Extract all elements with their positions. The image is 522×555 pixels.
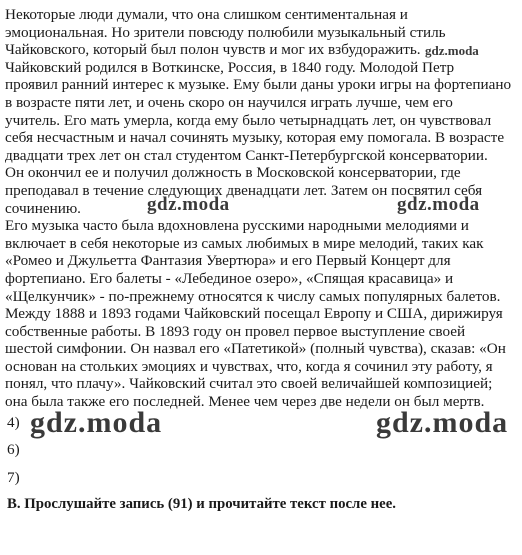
- text-line: Чайковский родился в Воткинске, Россия, в 1840 году. Молодой Петр: [5, 58, 455, 76]
- section-heading: В. Прослушайте запись (91) и прочитайте текст после нее.: [7, 496, 396, 512]
- text-line: основан на стольких эмоциях и чувствах, что, когда я сочинил эту работу, я: [5, 357, 493, 375]
- item-number: [7, 414, 20, 432]
- item-number: 7): [7, 469, 20, 486]
- text-line: собственные работы. В 1893 году он провел первое выступление своей: [5, 322, 466, 340]
- text-line: фортепиано. Его балеты - «Лебединое озеро», «Спящая красавица» и: [5, 269, 454, 287]
- text-line: Некоторые люди думали, что она слишком сентиментальная и: [5, 6, 408, 23]
- text-line: в возрасте пяти лет, и очень скоро он научился играть лучше, чем его: [5, 93, 453, 111]
- item-label: 4): [7, 414, 20, 431]
- text-line: [5, 193, 517, 218]
- text-line-content: Чайковского, который был полон чувств и мог их взбудоражить.: [5, 41, 421, 59]
- watermark: gdz.moda: [376, 406, 509, 439]
- text-line: [5, 41, 517, 59]
- text-line: она была также его последней. Менее чем через две недели он был мертв.: [5, 393, 485, 411]
- text-line: Он окончил ее и получил должность в Московской консерватории, где: [5, 164, 461, 182]
- text-line: «Щелкунчик» - по-прежнему относятся к числу самых популярных балетов.: [5, 287, 501, 305]
- text-line: Его музыка часто была вдохновлена русскими народными мелодиями и: [5, 217, 469, 235]
- watermark: gdz.moda: [30, 406, 163, 439]
- text-line: «Ромео и Джульетта Фантазия Увертюра» и его Первый Концерт для: [5, 252, 451, 270]
- text-line: проявил ранний интерес к музыке. Ему были даны уроки игры на фортепиано: [5, 76, 512, 94]
- text-line: включает в себя некоторые из самых любимых в мире мелодий, таких как: [5, 234, 484, 252]
- watermark: gdz.moda: [147, 193, 230, 215]
- text-line: Между 1888 и 1893 годами Чайковский посещал Европу и США, дирижируя: [5, 305, 503, 323]
- text-line-content: сочинению.: [5, 199, 81, 217]
- item-number: 6): [7, 441, 20, 458]
- text-body: [5, 6, 517, 411]
- text-line: двадцати трех лет он стал студентом Санкт-Петербургской консерватории.: [5, 146, 488, 164]
- text-line: преподавал в течение следующих двенадцати лет. Затем он посвятил себя: [5, 181, 483, 199]
- text-line: шестой симфонии. Он назвал его «Патетикой» (полный чувства), сказав: «Он: [5, 340, 506, 358]
- text-line: себя несчастным и начал сочинять музыку, которая ему помогала. В возрасте: [5, 129, 505, 147]
- text-line: эмоциональная. Но зрители повсюду полюбили музыкальный стиль: [5, 23, 446, 41]
- watermark: gdz.moda: [397, 193, 480, 215]
- text-line: понял, что плачу». Чайковский считал это своей величайшей композицией;: [5, 375, 493, 393]
- watermark: gdz.moda: [425, 43, 479, 59]
- text-line: учитель. Его мать умерла, когда ему было четырнадцать лет, он чувствовал: [5, 111, 492, 129]
